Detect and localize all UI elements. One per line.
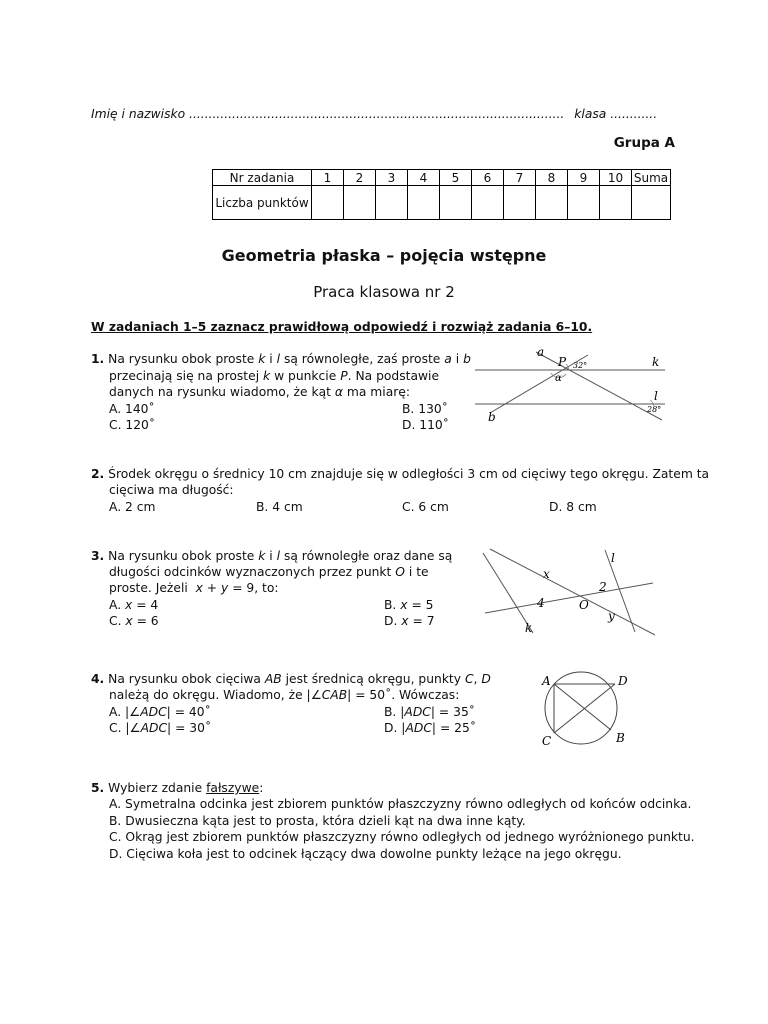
page-subtitle: Praca klasowa nr 2 (313, 283, 455, 301)
points-cell-4[interactable] (408, 186, 440, 220)
sum-header: Suma (632, 170, 671, 186)
line-a (536, 352, 662, 420)
label-k: k (525, 621, 533, 635)
q5-intro: Wybierz zdanie (108, 781, 203, 795)
score-table (212, 169, 671, 220)
group-label: Grupa A (613, 135, 675, 151)
label-D: D (618, 674, 628, 688)
label-4: 4 (537, 596, 545, 610)
task-col-3: 3 (376, 170, 408, 186)
q1-line-2: przecinają się na prostej k w punkcie P. Na podstawie (109, 369, 440, 383)
label-a: a (537, 345, 545, 359)
task-col-5: 5 (440, 170, 472, 186)
q4-figure (538, 668, 638, 750)
q3-line-1: 3. Na rysunku obok proste k i l są równoległe oraz dane są (91, 549, 453, 563)
q4-option-a[interactable]: A. |∠ADC| = 40˚ (109, 705, 211, 719)
q4-line-1: 4. Na rysunku obok cięciwa AB jest średnicą okręgu, punkty C, D (91, 672, 491, 686)
label-k: k (652, 355, 660, 369)
q2-line-2: cięciwa ma długość: (109, 483, 234, 497)
label-28: 28° (647, 405, 662, 414)
q4-option-b[interactable]: B. |ADC| = 35˚ (384, 705, 475, 719)
label-l: l (611, 551, 615, 565)
q5-option-a[interactable]: A. Symetralna odcinka jest zbiorem punktów płaszczyzny równo odległych od końców odcinka. (109, 797, 692, 811)
q2-option-c[interactable]: C. 6 cm (402, 500, 449, 514)
label-B: B (616, 731, 625, 745)
circle (545, 672, 617, 744)
q4-option-d[interactable]: D. |ADC| = 25˚ (384, 721, 476, 735)
q2-number: 2. (91, 467, 105, 481)
points-cell-7[interactable] (504, 186, 536, 220)
task-col-4: 4 (408, 170, 440, 186)
name-label: Imię i nazwisko ................................................................................................ (91, 107, 565, 121)
label-alpha: α (555, 373, 562, 384)
name-field[interactable] (91, 107, 657, 121)
q1-line-1: 1. Na rysunku obok proste k i l są równoległe, zaś proste a i b (91, 352, 471, 366)
class-label: klasa ............ (574, 107, 658, 121)
line-y (485, 583, 653, 613)
q3-option-d[interactable]: D. x = 7 (384, 614, 435, 628)
q3-option-b[interactable]: B. x = 5 (384, 598, 434, 612)
q1-option-c[interactable]: C. 120˚ (109, 418, 156, 432)
q2-option-d[interactable]: D. 8 cm (549, 500, 597, 514)
points-cell-9[interactable] (568, 186, 600, 220)
q5-number: 5. (91, 781, 105, 795)
q5-option-d[interactable]: D. Cięciwa koła jest to odcinek łączący dwa dowolne punkty leżące na jego okręgu. (109, 847, 622, 861)
q3-line-3: proste. Jeżeli x + y = 9, to: (109, 581, 279, 595)
points-cell-6[interactable] (472, 186, 504, 220)
q3-option-a[interactable]: A. x = 4 (109, 598, 159, 612)
task-col-1: 1 (312, 170, 344, 186)
page-title: Geometria płaska – pojęcia wstępne (221, 246, 547, 265)
q4-line-2: należą do okręgu. Wiadomo, że |∠CAB| = 50˚. Wówczas: (109, 688, 460, 702)
label-y: y (608, 609, 615, 623)
task-col-7: 7 (504, 170, 536, 186)
q1-figure (470, 345, 670, 430)
task-col-9: 9 (568, 170, 600, 186)
q5-option-c[interactable]: C. Okrąg jest zbiorem punktów płaszczyzny równo odległych od jednego wyróżnionego punktu. (109, 830, 695, 844)
label-x: x (543, 567, 550, 581)
task-number-header: Nr zadania (213, 170, 312, 186)
q1-option-b[interactable]: B. 130˚ (402, 402, 448, 416)
points-cell-sum[interactable] (632, 186, 671, 220)
points-cell-5[interactable] (440, 186, 472, 220)
q2-option-a[interactable]: A. 2 cm (109, 500, 156, 514)
label-l: l (654, 389, 658, 403)
q2-line-1 (91, 466, 709, 482)
task-col-10: 10 (600, 170, 632, 186)
label-A: A (542, 674, 551, 688)
points-cell-8[interactable] (536, 186, 568, 220)
q3-line-2: długości odcinków wyznaczonych przez punkt O i te (109, 565, 429, 579)
points-cell-10[interactable] (600, 186, 632, 220)
q3-option-c[interactable]: C. x = 6 (109, 614, 159, 628)
line-x (490, 549, 655, 635)
label-32: 32° (573, 361, 588, 370)
q4-option-c[interactable]: C. |∠ADC| = 30˚ (109, 721, 212, 735)
task-col-8: 8 (536, 170, 568, 186)
points-cell-2[interactable] (344, 186, 376, 220)
points-cell-1[interactable] (312, 186, 344, 220)
q3-number: 3. (91, 549, 105, 563)
label-C: C (542, 734, 552, 748)
points-cell-3[interactable] (376, 186, 408, 220)
q1-option-a[interactable]: A. 140˚ (109, 402, 155, 416)
instruction: W zadaniach 1–5 zaznacz prawidłową odpowiedź i rozwiąż zadania 6–10. (91, 320, 593, 334)
q1-line-3: danych na rysunku wiadomo, że kąt α ma miarę: (109, 385, 410, 399)
q2-option-b[interactable]: B. 4 cm (256, 500, 303, 514)
q5-keyword: fałszywe (206, 781, 260, 795)
label-b: b (488, 410, 496, 424)
label-2: 2 (599, 580, 607, 594)
q5-option-b[interactable]: B. Dwusieczna kąta jest to prosta, która dzieli kąt na dwa inne kąty. (109, 814, 526, 828)
task-col-6: 6 (472, 170, 504, 186)
label-O: O (579, 598, 589, 612)
task-col-2: 2 (344, 170, 376, 186)
q1-option-d[interactable]: D. 110˚ (402, 418, 449, 432)
q4-number: 4. (91, 672, 105, 686)
label-P: P (558, 355, 567, 369)
q5-line-1: 5. Wybierz zdanie fałszywe: (91, 781, 264, 795)
q1-number: 1. (91, 352, 105, 366)
points-header: Liczba punktów (213, 186, 312, 220)
q3-figure (475, 545, 660, 637)
q2-text: Środek okręgu o średnicy 10 cm znajduje się w odległości 3 cm od cięciwy tego okręgu. Zatem ta (108, 467, 710, 481)
diameter-AB (554, 684, 611, 730)
